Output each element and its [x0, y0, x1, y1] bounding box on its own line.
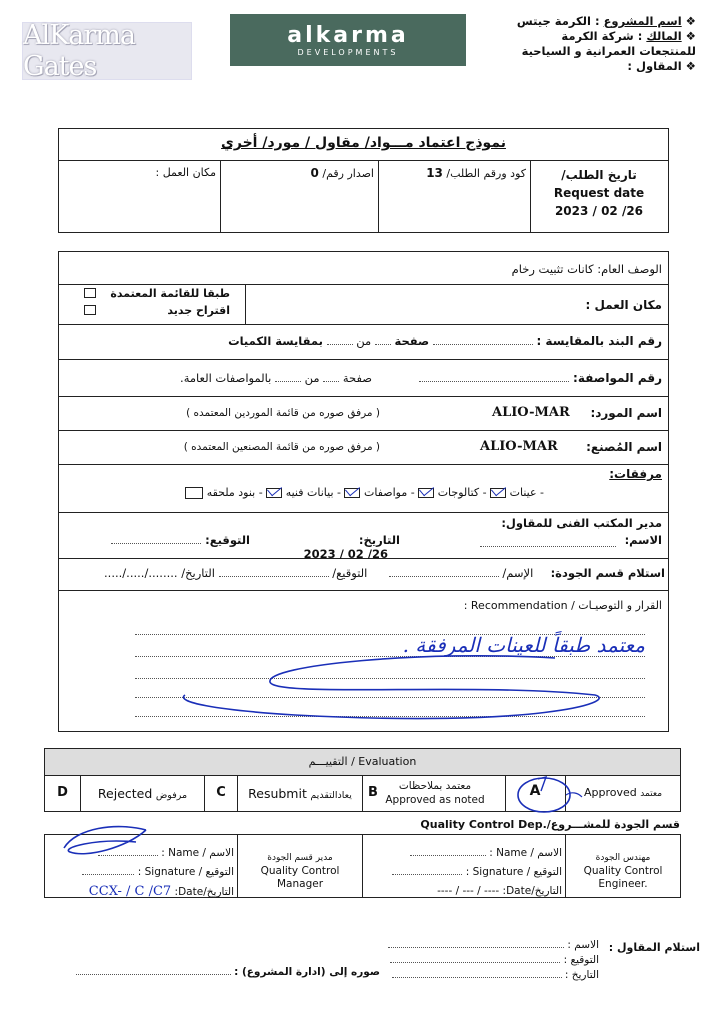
- qc-engineer-en: Quality Control Engineer.: [583, 865, 663, 890]
- tech-date-label: التاريخ:: [358, 533, 400, 547]
- quality-receipt-row: [62, 566, 665, 580]
- handwritten-loop: [175, 640, 615, 730]
- boq-from: من: [356, 334, 372, 348]
- request-code-cell: [382, 166, 526, 180]
- eval-rejected-en: Rejected: [97, 786, 153, 801]
- qc-manager-en: Quality Control Manager: [260, 865, 340, 890]
- qc-eng-name-label: الاسم / Name :: [489, 847, 562, 859]
- qr-sign: التوقيع/: [332, 566, 368, 580]
- logo-text: AlKarma Gates: [23, 20, 136, 82]
- att-catalogs-checkbox[interactable]: [418, 488, 434, 498]
- qc-eng-date-blank: ---- / --- / ----: [437, 885, 500, 897]
- boq-page: صفحة: [394, 334, 430, 348]
- request-date-label: تاريخ الطلب/ Request date: [553, 168, 645, 200]
- eval-c-letter[interactable]: C: [216, 785, 226, 800]
- general-desc-label: الوصف العام:: [597, 262, 662, 276]
- request-code-value: 13: [426, 166, 443, 180]
- att-tech-checkbox[interactable]: [266, 488, 282, 498]
- eval-b-letter[interactable]: B: [368, 785, 378, 800]
- manufacturer-label: اسم المُصنع:: [586, 440, 662, 454]
- project-info: ❖ اسم المشروع : الكرمة جيتس ❖ المالك : شركة الكرمة للمنتجعات العمرانية و السياحية ❖ المقاول :: [516, 14, 696, 73]
- project-label: اسم المشروع: [603, 14, 682, 28]
- tech-name-label: الاسم:: [624, 533, 662, 547]
- att-specs: - مواصفات: [363, 486, 415, 499]
- contractor-receipt-label: استلام المقاول :: [608, 941, 700, 954]
- spec-label: رقم المواصفة:: [573, 371, 662, 385]
- handwritten-recommendation: معتمد طبقاً للعينات المرفقة .: [402, 633, 645, 657]
- project-value: الكرمة جيتس: [516, 14, 591, 28]
- spec-page: صفحة: [342, 371, 373, 385]
- tech-date-value: 2023 / 02 /26: [303, 547, 388, 561]
- request-date-cell: [534, 166, 664, 220]
- brand-name: alkarma: [287, 23, 409, 48]
- form-title: نموذج اعتماد مـــواد/ مقاول / مورد/ أخري: [221, 135, 506, 151]
- qr-date-dots: ...../...../........: [104, 566, 178, 580]
- tech-office-label: مدير المكتب الفنى للمقاول:: [501, 516, 662, 530]
- brand-sub: DEVELOPMENTS: [297, 48, 399, 57]
- qc-mgr-date-label: التاريخ/Date:: [174, 886, 234, 898]
- eval-d-letter[interactable]: D: [57, 785, 68, 800]
- tech-sign-row: [110, 533, 250, 547]
- att-items-checkbox[interactable]: [185, 487, 203, 499]
- alkarma-gates-logo: [22, 22, 192, 80]
- contractor-label: المقاول: [635, 59, 682, 73]
- contractor-receipt-fields: [384, 938, 599, 983]
- attachments-label: مرفقات:: [609, 467, 662, 481]
- owner-value: شركة الكرمة: [561, 29, 634, 43]
- qc-eng-date-label: التاريخ/Date:: [502, 885, 562, 897]
- approval-circle-mark: [508, 773, 588, 815]
- eval-resubmit-en: Resubmit: [248, 786, 307, 801]
- manager-signature: [56, 818, 156, 868]
- eval-resubmit-ar: يعادالتقديم: [310, 790, 352, 801]
- issue-cell: [224, 166, 374, 180]
- eval-noted-ar: معتمد بملاحظات: [398, 780, 472, 792]
- footer-date: التاريخ :: [564, 969, 599, 981]
- tech-sign-label: التوقيع:: [205, 533, 250, 547]
- qr-name: الإسم/: [502, 566, 534, 580]
- att-catalogs: - كتالوجات: [437, 486, 487, 499]
- copy-to-label: صوره إلى (ادارة المشروع) :: [234, 966, 380, 978]
- tech-date-row: [260, 533, 400, 561]
- eval-rejected-ar: مرفوض: [155, 790, 188, 801]
- qc-title: قسم الجودة للمشـــروع/.Quality Control Dep: [420, 818, 680, 831]
- footer-signature: التوقيع :: [563, 954, 599, 966]
- qc-engineer-fields: [368, 844, 562, 901]
- manufacturer-value: ALIO-MAR: [480, 439, 558, 454]
- eval-approved-en: Approved: [583, 786, 637, 799]
- eval-a-letter[interactable]: A: [529, 783, 541, 799]
- manufacturer-note: ( مرفق صوره من قائمة المصنعين المعتمده ): [183, 441, 380, 453]
- issue-label: اصدار رقم/: [322, 167, 374, 180]
- owner-label: المالك: [646, 29, 682, 43]
- qr-label: استلام قسم الجودة:: [550, 566, 665, 580]
- supplier-value: ALIO-MAR: [492, 405, 570, 420]
- qc-engineer: [566, 852, 680, 891]
- spec-suffix: بالمواصفات العامة.: [180, 371, 272, 385]
- qc-manager: [238, 852, 362, 891]
- approved-list-checkbox[interactable]: [84, 288, 96, 298]
- qc-engineer-ar: مهندس الجودة: [595, 853, 651, 863]
- spec-from: من: [304, 371, 320, 385]
- eval-rejected[interactable]: [81, 786, 204, 801]
- supplier-note: ( مرفق صوره من قائمة الموردين المعتمده ): [186, 407, 380, 419]
- boq-suffix: بمقايسة الكميات: [228, 334, 323, 348]
- request-date-value: 2023 / 02 /26: [554, 204, 644, 218]
- qc-mgr-date-value: CCX- / C /C7: [88, 884, 172, 899]
- eval-resubmit[interactable]: [238, 786, 362, 801]
- boq-row: [222, 334, 662, 348]
- general-desc-value: كانات تثبيت رخام: [511, 262, 594, 276]
- boq-label: رقم البند بالمقايسة :: [536, 334, 662, 348]
- att-items: - بنود ملحقه: [206, 486, 263, 499]
- alkarma-developments-logo: [230, 14, 466, 66]
- details-work-place-label: مكان العمل :: [585, 298, 662, 312]
- att-samples: - عينات: [509, 486, 544, 499]
- work-place-label: مكان العمل :: [155, 166, 216, 179]
- qc-mgr-sign-label: التوقيع / Signature :: [137, 866, 234, 878]
- work-place-cell: [62, 166, 216, 179]
- qr-date: التاريخ/: [181, 566, 215, 580]
- new-proposal-label: اقتراح جديد: [167, 304, 230, 317]
- approved-list-label: طبقا للقائمة المعتمدة: [110, 287, 230, 300]
- owner-value2: للمنتجعات العمرانية و السياحية: [521, 44, 696, 58]
- eval-noted[interactable]: [380, 779, 490, 807]
- eval-noted-en: Approved as noted: [385, 794, 485, 806]
- qc-eng-sign-label: التوقيع / Signature :: [465, 866, 562, 878]
- att-specs-checkbox[interactable]: [344, 488, 360, 498]
- spec-row: [102, 371, 662, 385]
- qc-manager-ar: مدير قسم الجودة: [267, 853, 333, 863]
- new-proposal-checkbox[interactable]: [84, 305, 96, 315]
- att-samples-checkbox[interactable]: [490, 488, 506, 498]
- issue-value: 0: [310, 166, 319, 180]
- evaluation-title: التقييـــم / Evaluation: [308, 755, 417, 768]
- approved-list-option[interactable]: [80, 287, 230, 300]
- att-tech: - بيانات فنيه: [285, 486, 341, 499]
- general-desc-row: [102, 262, 662, 276]
- request-code-label: كود ورقم الطلب/: [446, 167, 526, 180]
- qc-mgr-name-label: الاسم / Name :: [161, 847, 234, 859]
- new-proposal-option[interactable]: [80, 304, 230, 317]
- recommendation-label: القرار و التوصيـات / Recommendation :: [463, 599, 662, 612]
- footer-name: الاسم :: [567, 939, 599, 951]
- eval-approved-ar: معتمد: [640, 789, 663, 799]
- supplier-label: اسم المورد:: [590, 406, 662, 420]
- attachments-row: [84, 486, 544, 499]
- copy-to-row: [80, 966, 380, 978]
